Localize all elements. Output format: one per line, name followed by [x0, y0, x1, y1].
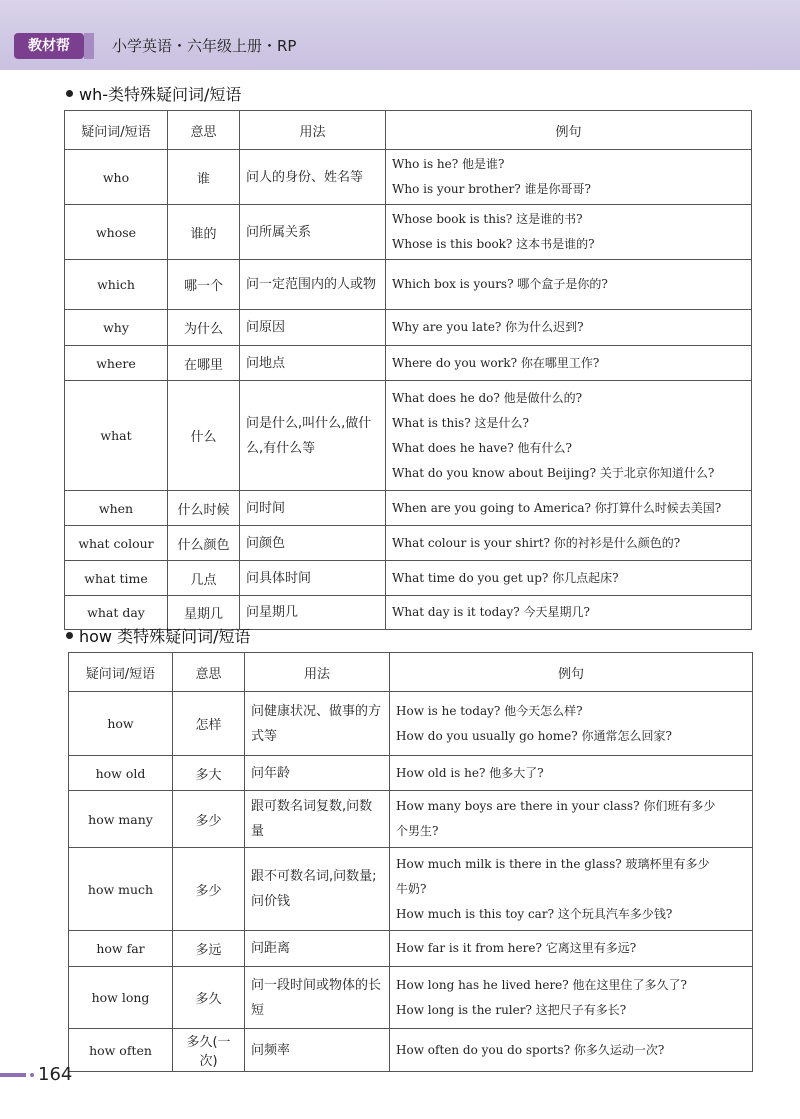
usage-cell: 问一段时间或物体的长短	[245, 967, 390, 1029]
example-line: What colour is your shirt? 你的衬衫是什么颜色的?	[392, 535, 681, 550]
column-header: 用法	[240, 111, 386, 150]
example-cell	[390, 692, 753, 756]
example-line: 牛奶?	[396, 881, 427, 896]
meaning-cell: 几点	[168, 561, 240, 596]
example-cell	[386, 205, 752, 260]
usage-cell: 问是什么,叫什么,做什么,有什么等	[240, 381, 386, 491]
example-cell	[386, 150, 752, 205]
bullet-icon	[66, 90, 73, 97]
word-cell: how far	[69, 931, 173, 967]
word-cell: how old	[69, 756, 173, 791]
word-cell: how	[69, 692, 173, 756]
table-row	[65, 310, 752, 346]
example-line: How much is this toy car? 这个玩具汽车多少钱?	[396, 906, 673, 921]
table-row	[69, 756, 753, 791]
word-cell: how much	[69, 848, 173, 931]
meaning-cell: 为什么	[168, 310, 240, 346]
column-header: 意思	[173, 653, 245, 692]
example-line: What is this? 这是什么?	[392, 415, 529, 430]
column-header: 意思	[168, 111, 240, 150]
example-line: When are you going to America? 你打算什么时候去美国?	[392, 500, 722, 515]
usage-cell: 问颜色	[240, 526, 386, 561]
table-row	[69, 967, 753, 1029]
usage-cell: 问地点	[240, 346, 386, 381]
example-cell	[386, 346, 752, 381]
example-line: How long is the ruler? 这把尺子有多长?	[396, 1002, 627, 1017]
example-cell	[386, 260, 752, 310]
footer-dot-decoration	[30, 1073, 34, 1077]
meaning-cell: 星期几	[168, 596, 240, 630]
meaning-cell: 多远	[173, 931, 245, 967]
example-line: Which box is yours? 哪个盒子是你的?	[392, 277, 608, 291]
section-title-how: how 类特殊疑问词/短语	[66, 624, 251, 647]
usage-cell: 问原因	[240, 310, 386, 346]
example-line: How far is it from here? 它离这里有多远?	[396, 941, 637, 955]
example-line: Why are you late? 你为什么迟到?	[392, 320, 584, 334]
usage-cell: 问健康状况、做事的方式等	[245, 692, 390, 756]
table-row	[65, 150, 752, 205]
table-row	[65, 381, 752, 491]
example-line: What day is it today? 今天星期几?	[392, 605, 590, 619]
example-cell	[386, 491, 752, 526]
example-cell	[386, 526, 752, 561]
usage-cell: 问人的身份、姓名等	[240, 150, 386, 205]
meaning-cell: 多少	[173, 791, 245, 848]
table-row	[69, 848, 753, 931]
table-row	[65, 205, 752, 260]
word-cell: how often	[69, 1029, 173, 1072]
header-bar	[0, 0, 800, 70]
word-cell: how many	[69, 791, 173, 848]
table-row	[69, 791, 753, 848]
meaning-cell: 什么	[168, 381, 240, 491]
word-cell: how long	[69, 967, 173, 1029]
meaning-cell: 多大	[173, 756, 245, 791]
usage-cell: 问所属关系	[240, 205, 386, 260]
word-cell: what	[65, 381, 168, 491]
wh-question-table	[64, 110, 752, 630]
word-cell: why	[65, 310, 168, 346]
meaning-cell: 在哪里	[168, 346, 240, 381]
word-cell: what day	[65, 596, 168, 630]
table-row	[69, 1029, 753, 1072]
example-cell	[386, 596, 752, 630]
usage-cell: 跟不可数名词,问数量;问价钱	[245, 848, 390, 931]
meaning-cell: 多久	[173, 967, 245, 1029]
usage-cell: 跟可数名词复数,问数量	[245, 791, 390, 848]
example-cell	[390, 791, 753, 848]
word-cell: where	[65, 346, 168, 381]
example-line: How do you usually go home? 你通常怎么回家?	[396, 728, 672, 743]
brand-badge: 教材帮	[14, 33, 84, 59]
meaning-cell: 多久(一次)	[173, 1029, 245, 1072]
word-cell: who	[65, 150, 168, 205]
example-cell	[390, 931, 753, 967]
meaning-cell: 什么时候	[168, 491, 240, 526]
example-cell	[386, 381, 752, 491]
book-title: 小学英语・六年级上册・RP	[112, 37, 297, 55]
word-cell: what colour	[65, 526, 168, 561]
word-cell: what time	[65, 561, 168, 596]
bullet-icon	[66, 632, 73, 639]
example-cell	[390, 967, 753, 1029]
example-line: What do you know about Beijing? 关于北京你知道什么?	[392, 465, 715, 480]
table-header-row	[69, 653, 753, 692]
section-title-wh: wh-类特殊疑问词/短语	[66, 82, 241, 105]
example-line: Whose is this book? 这本书是谁的?	[392, 237, 595, 251]
usage-cell: 问频率	[245, 1029, 390, 1072]
word-cell: which	[65, 260, 168, 310]
usage-cell: 问具体时间	[240, 561, 386, 596]
column-header: 例句	[390, 653, 753, 692]
column-header: 例句	[386, 111, 752, 150]
example-line: Who is he? 他是谁?	[392, 157, 505, 171]
example-line: How old is he? 他多大了?	[396, 765, 544, 780]
how-question-table	[68, 652, 753, 1072]
example-line: 个男生?	[396, 824, 439, 838]
footer-bar-decoration	[0, 1073, 26, 1077]
table-row	[69, 931, 753, 967]
column-header: 疑问词/短语	[65, 111, 168, 150]
brand-badge-tail	[84, 33, 94, 59]
column-header: 用法	[245, 653, 390, 692]
example-line: Where do you work? 你在哪里工作?	[392, 355, 600, 370]
page-footer	[0, 1064, 72, 1085]
usage-cell: 问距离	[245, 931, 390, 967]
example-line: What does he do? 他是做什么的?	[392, 390, 583, 405]
example-cell	[390, 1029, 753, 1072]
meaning-cell: 谁	[168, 150, 240, 205]
table-row	[65, 561, 752, 596]
usage-cell: 问星期几	[240, 596, 386, 630]
example-line: How many boys are there in your class? 你们班有多少	[396, 799, 716, 813]
example-cell	[390, 756, 753, 791]
example-line: What time do you get up? 你几点起床?	[392, 570, 619, 585]
example-cell	[386, 310, 752, 346]
table-header-row	[65, 111, 752, 150]
usage-cell: 问年龄	[245, 756, 390, 791]
meaning-cell: 怎样	[173, 692, 245, 756]
table-row	[69, 692, 753, 756]
table-row	[65, 260, 752, 310]
meaning-cell: 哪一个	[168, 260, 240, 310]
table-row	[65, 491, 752, 526]
table-row	[65, 526, 752, 561]
example-cell	[386, 561, 752, 596]
meaning-cell: 什么颜色	[168, 526, 240, 561]
example-line: Whose book is this? 这是谁的书?	[392, 212, 583, 226]
word-cell: when	[65, 491, 168, 526]
example-line: How much milk is there in the glass? 玻璃杯里有多少	[396, 856, 710, 871]
example-cell	[390, 848, 753, 931]
page-number: 164	[38, 1064, 73, 1085]
meaning-cell: 谁的	[168, 205, 240, 260]
meaning-cell: 多少	[173, 848, 245, 931]
table-row	[65, 346, 752, 381]
word-cell: whose	[65, 205, 168, 260]
example-line: What does he have? 他有什么?	[392, 440, 572, 455]
example-line: How long has he lived here? 他在这里住了多久了?	[396, 977, 687, 992]
example-line: How often do you do sports? 你多久运动一次?	[396, 1042, 665, 1057]
example-line: Who is your brother? 谁是你哥哥?	[392, 182, 591, 196]
usage-cell: 问时间	[240, 491, 386, 526]
example-line: How is he today? 他今天怎么样?	[396, 703, 583, 718]
usage-cell: 问一定范围内的人或物	[240, 260, 386, 310]
column-header: 疑问词/短语	[69, 653, 173, 692]
